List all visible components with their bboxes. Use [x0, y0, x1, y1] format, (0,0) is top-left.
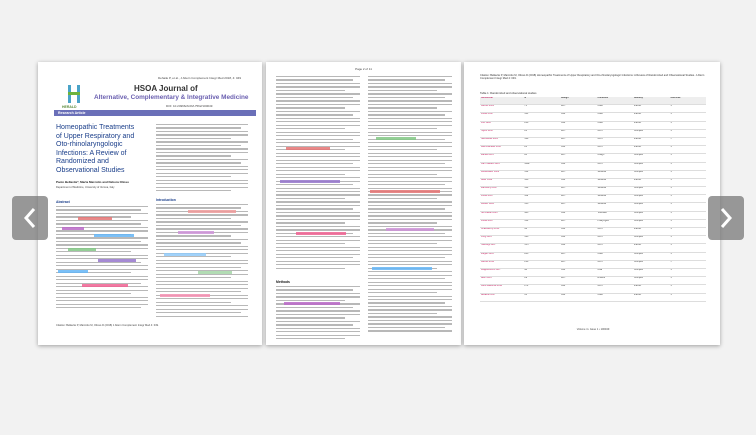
table-cell: Otitis: [597, 293, 603, 296]
table-row: [480, 113, 706, 121]
table-cell: +: [670, 236, 672, 239]
table-cell: Individ.: [633, 105, 642, 108]
table-row: [480, 179, 706, 187]
table-column-header: N: [524, 97, 527, 99]
table-cell: Frei 1999: [481, 121, 491, 124]
table-cell: Jong 2016: [481, 236, 492, 239]
table-cell: Individ.: [633, 293, 642, 296]
table-cell: 152: [524, 170, 529, 173]
table-cell: Klein-Laansma 2018: [481, 285, 503, 288]
table-cell: URTI: [597, 260, 603, 263]
table-cell: Individ.: [633, 228, 642, 230]
table-cell: +: [670, 170, 672, 173]
table-cell: +: [670, 105, 672, 108]
highlight-annotation[interactable]: [372, 267, 432, 270]
table-body: [480, 105, 706, 302]
table-cell: +: [670, 129, 672, 132]
highlight-annotation[interactable]: [62, 227, 84, 230]
highlight-annotation[interactable]: [376, 137, 416, 140]
table-cell: 81: [524, 129, 527, 132]
table-row: [480, 277, 706, 285]
highlight-annotation[interactable]: [58, 270, 88, 273]
table-cell: RCT: [560, 219, 566, 222]
table-cell: +: [670, 178, 672, 181]
table-cell: Cold: [597, 268, 603, 271]
table-cell: RCT: [560, 187, 566, 190]
table-cell: Friese 2007: [481, 219, 494, 222]
table-cell: +: [670, 228, 672, 230]
table-column-header: Outcome: [670, 97, 681, 99]
table-cell: URTI: [597, 146, 603, 149]
table-cell: RCT: [560, 195, 566, 198]
table-cell: +: [670, 268, 672, 271]
highlight-annotation[interactable]: [286, 147, 330, 150]
table-cell: RCT: [560, 154, 566, 157]
table-cell: Complex: [633, 195, 644, 198]
table-row: [480, 228, 706, 236]
table-cell: +: [670, 244, 672, 247]
table-cell: Otitis: [597, 121, 603, 124]
methods-heading: Methods: [276, 280, 290, 284]
table-cell: URTI: [597, 244, 603, 247]
highlight-annotation[interactable]: [284, 302, 340, 305]
table-cell: 230: [524, 121, 529, 124]
highlight-annotation[interactable]: [160, 294, 210, 297]
table-cell: +: [670, 162, 672, 165]
table-cell: 203: [524, 252, 529, 255]
table-cell: Chakraborty 2014: [481, 228, 500, 230]
table-cell: Obs: [560, 162, 566, 165]
table-cell: Friese 1997: [481, 113, 494, 116]
studies-table: [480, 92, 706, 302]
table-cell: Individ.: [633, 146, 642, 149]
journal-subtitle-text: Alternative, Complementary & Integrative Medicine: [94, 94, 249, 101]
table-cell: Weiser 1994: [481, 203, 494, 206]
table-cell: 1577: [524, 244, 530, 247]
table-cell: Obs: [560, 236, 566, 239]
table-cell: +: [670, 146, 672, 149]
table-cell: Tonsillitis: [597, 211, 607, 214]
table-cell: Obs: [560, 268, 566, 271]
table-cell: Friese 2007: [481, 195, 494, 198]
table-row: [480, 203, 706, 211]
table-cell: Complex: [633, 170, 644, 173]
table-row: [480, 130, 706, 138]
abstract-heading: Abstract: [56, 200, 70, 204]
table-cell: 89: [524, 277, 527, 280]
table-cell: 61: [524, 293, 527, 296]
table-cell: Schmiedel 2006: [481, 211, 498, 214]
table-cell: RCT: [560, 137, 566, 140]
table-row: [480, 244, 706, 252]
table-row: [480, 146, 706, 154]
table-cell: URTI: [597, 236, 603, 239]
table-row: [480, 285, 706, 293]
highlight-annotation[interactable]: [198, 271, 232, 274]
table-row: [480, 294, 706, 302]
table-cell: 92: [524, 228, 527, 230]
table-cell: =: [670, 260, 672, 263]
table-cell: Sinusitis: [597, 203, 607, 206]
table-cell: Cough: [597, 154, 605, 157]
table-cell: 210: [524, 260, 529, 263]
table-cell: Obs: [560, 178, 566, 181]
table-cell: +: [670, 203, 672, 206]
table-cell: Adler 1999: [481, 178, 493, 181]
table-cell: Jacobs 2016: [481, 260, 495, 263]
highlight-annotation[interactable]: [98, 259, 136, 262]
table-cell: 485: [524, 211, 529, 214]
table-row: [480, 269, 706, 277]
table-cell: URTI: [597, 285, 603, 288]
table-title: Table 1: Randomized and observational studies: [480, 92, 537, 95]
table-cell: +: [670, 154, 672, 157]
table-row: [480, 122, 706, 130]
table-cell: Sinusitis: [597, 195, 607, 198]
table-row: [480, 253, 706, 261]
table-row: [480, 212, 706, 220]
document-page-1: [38, 62, 262, 345]
table-cell: 523: [524, 236, 529, 239]
highlight-annotation[interactable]: [188, 210, 236, 213]
table-cell: Obs: [560, 113, 566, 116]
table-cell: Wiesenauer 1989: [481, 170, 500, 173]
table-cell: Otitis: [597, 252, 603, 255]
table-cell: Complex: [633, 187, 644, 190]
page-citation-header: Citation: Bellavite P, Marzotto M, Olioso D (2018) Homeopathic Treatments of Upper Respiratory and Oto-rhinolaryngologic Infections: A Review of Randomized and Observational Studies. J Altern Complement Integr Med 4: 049.: [480, 74, 705, 80]
table-cell: +: [670, 113, 672, 116]
chevron-right-icon: [718, 206, 734, 230]
highlight-annotation[interactable]: [386, 228, 434, 231]
table-cell: Complex: [633, 252, 644, 255]
table-cell: Taylor 2011: [481, 129, 493, 132]
highlight-annotation[interactable]: [178, 231, 214, 234]
table-cell: +: [670, 195, 672, 198]
table-row: [480, 154, 706, 162]
table-cell: URTI: [597, 137, 603, 140]
table-cell: Individ.: [633, 285, 642, 288]
table-cell: 119: [524, 195, 529, 198]
table-cell: RCT: [560, 260, 566, 263]
table-cell: Ramchandani 2010: [481, 146, 501, 149]
article-authors: Paolo Bellavite*, Marta Marzotto and Debora Olioso: [56, 180, 130, 184]
highlight-annotation[interactable]: [82, 284, 128, 287]
previous-page-button[interactable]: [12, 196, 48, 240]
table-cell: Complex: [633, 260, 644, 263]
left-column-text: [276, 76, 360, 271]
table-cell: 131: [524, 113, 529, 116]
table-cell: Obs: [560, 293, 566, 296]
table-cell: +: [670, 121, 672, 124]
methods-text: [276, 286, 360, 342]
table-cell: Complex: [633, 129, 644, 132]
table-column-header: Remedy: [633, 97, 643, 99]
table-row: [480, 220, 706, 228]
table-cell: Individ.: [633, 121, 642, 124]
table-cell: URTI: [597, 129, 603, 132]
table-cell: 24: [524, 146, 527, 149]
table-cell: 155: [524, 203, 529, 206]
table-cell: Individ.: [633, 113, 642, 116]
table-cell: +: [670, 277, 672, 280]
table-cell: Jacobs 2001: [481, 105, 495, 108]
article-title: Homeopathic Treatments of Upper Respiratory and Oto-rhinolaryngologic Infections: A Review of Randomized and Observational Studies: [56, 124, 135, 174]
page-footer: Citation: Bellavite P, Marzotto M, Olioso D (2018) J Altern Complement Integr Med 4: 049.: [56, 324, 159, 327]
table-cell: 100: [524, 178, 529, 181]
highlight-annotation[interactable]: [68, 248, 96, 251]
table-cell: Obs: [560, 211, 566, 214]
table-cell: Obs: [560, 146, 566, 149]
table-row: [480, 187, 706, 195]
table-cell: +: [670, 252, 672, 255]
table-column-header: Design: [560, 97, 569, 99]
table-cell: Wagenknecht 2017: [481, 268, 501, 271]
table-cell: +: [670, 293, 672, 296]
table-header-row: [480, 97, 706, 105]
table-cell: Sinusitis: [597, 170, 607, 173]
table-row: [480, 195, 706, 203]
table-cell: Complex: [633, 268, 644, 271]
intro-heading: Introduction: [156, 198, 176, 202]
table-cell: Complex: [633, 277, 644, 280]
right-column-text: [368, 76, 452, 334]
page-citation: Dehaile P, et al., J Altern Complement Integr Med 2018, 4: 049: [158, 76, 241, 80]
table-cell: Individ.: [633, 137, 642, 140]
table-cell: RCT: [560, 170, 566, 173]
doi: DOI: 10.24966/ACIM-7562/100049: [166, 104, 213, 108]
table-row: [480, 138, 706, 146]
table-cell: 154: [524, 219, 529, 222]
logo-text: HERALD: [62, 105, 77, 109]
table-cell: Otitis: [597, 105, 603, 108]
highlight-annotation[interactable]: [280, 180, 340, 183]
table-cell: URTI: [597, 228, 603, 230]
table-cell: 98: [524, 268, 527, 271]
table-cell: Ziegler 2016: [481, 252, 494, 255]
right-column-text: [156, 124, 248, 194]
table-cell: Zanasi 2014: [481, 154, 494, 157]
table-cell: RCT: [560, 252, 566, 255]
table-row: [480, 105, 706, 113]
document-page-3: [464, 62, 720, 345]
table-cell: RCT: [560, 105, 566, 108]
table-row: [480, 171, 706, 179]
journal-name: HSOA Journal of: [134, 84, 198, 93]
table-column-header: Condition: [597, 97, 609, 99]
table-cell: Obs: [560, 244, 566, 247]
table-cell: Complex: [633, 154, 644, 157]
table-cell: Otitis: [597, 113, 603, 116]
table-cell: Steinsbekk 2005: [481, 137, 498, 140]
table-cell: +: [670, 187, 672, 190]
page-header: Page 2 of 11: [355, 67, 372, 71]
table-cell: +: [670, 219, 672, 222]
table-cell: Complex: [633, 203, 644, 206]
table-column-header: Author/Ref: [481, 97, 493, 99]
chevron-left-icon: [22, 206, 38, 230]
table-row: [480, 163, 706, 171]
article-type-badge: Research Article: [58, 111, 86, 115]
table-cell: RCT: [560, 277, 566, 280]
table-row: [480, 236, 706, 244]
next-page-button[interactable]: [708, 196, 744, 240]
table-cell: Rhinitis: [597, 277, 605, 280]
highlight-annotation[interactable]: [296, 232, 346, 235]
table-cell: =: [670, 137, 672, 140]
table-cell: 169: [524, 137, 529, 140]
table-cell: 274: [524, 285, 529, 288]
table-cell: Obs: [560, 121, 566, 124]
table-row: [480, 261, 706, 269]
table-cell: Pharyngitis: [597, 219, 609, 222]
table-cell: +: [670, 285, 672, 288]
table-cell: Complex: [633, 236, 644, 239]
table-cell: Sinusitis: [597, 187, 607, 190]
table-cell: Van Haselen 2016: [481, 162, 500, 165]
table-cell: Bellavite 2017: [481, 293, 496, 296]
journal-subtitle: [94, 94, 248, 101]
table-cell: Zabolotnyi 2007: [481, 187, 498, 190]
table-cell: Individ.: [633, 178, 642, 181]
table-cell: 75: [524, 105, 527, 108]
table-cell: 1082: [524, 162, 530, 165]
table-cell: RCT: [560, 203, 566, 206]
table-cell: Beer 2016: [481, 277, 492, 280]
table-cell: Haidvogl 2007: [481, 244, 496, 247]
highlight-annotation[interactable]: [164, 253, 206, 256]
table-cell: Complex: [633, 211, 644, 214]
table-cell: URTI: [597, 162, 603, 165]
article-affiliation: Department of Medicine, University of Verona, Italy: [56, 186, 115, 189]
journal-logo-icon: [66, 83, 82, 105]
highlight-annotation[interactable]: [94, 234, 134, 237]
table-cell: Obs: [560, 285, 566, 288]
document-page-2: [266, 62, 461, 345]
table-cell: RCT: [560, 129, 566, 132]
table-cell: Individ.: [633, 244, 642, 247]
intro-text: [156, 204, 248, 319]
table-cell: 144: [524, 187, 529, 190]
table-cell: Sinusitis: [597, 178, 607, 181]
table-cell: 80: [524, 154, 527, 157]
table-cell: Complex: [633, 219, 644, 222]
table-cell: +: [670, 211, 672, 214]
highlight-annotation[interactable]: [370, 190, 440, 193]
table-cell: Obs: [560, 228, 566, 230]
highlight-annotation[interactable]: [78, 217, 112, 220]
page-footer: Volume 4 • Issue 1 • 100049: [576, 328, 610, 331]
table-cell: Complex: [633, 162, 644, 165]
